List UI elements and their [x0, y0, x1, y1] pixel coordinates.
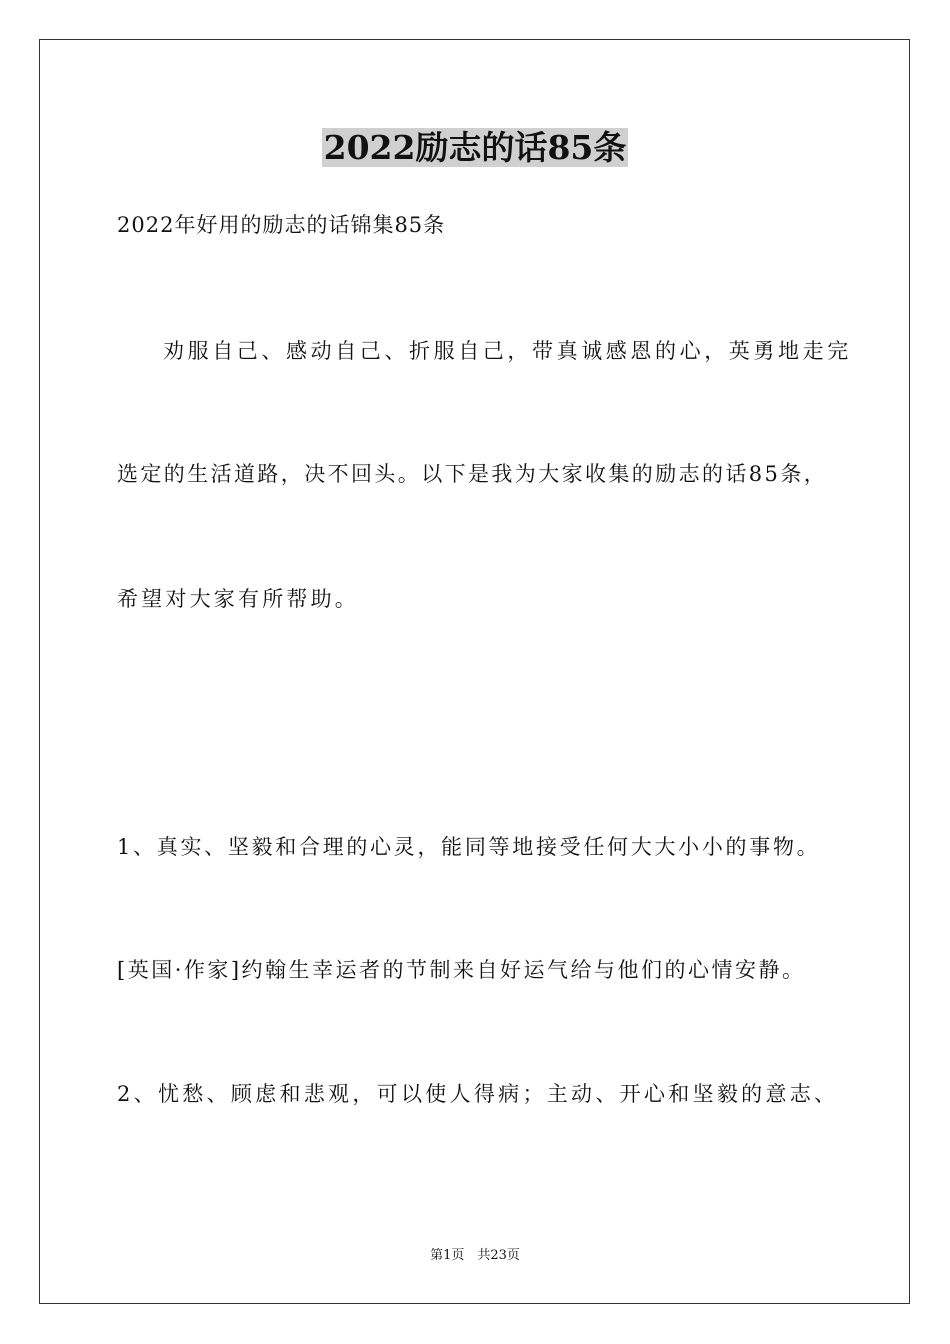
document-title — [0, 128, 950, 168]
document-title-text: 2022励志的话85条 — [323, 128, 627, 167]
quote-line: 1、真实、坚毅和合理的心灵，能同等地接受任何大大小小的事物。 — [117, 835, 821, 859]
page-number-footer: 第1页 共23页 — [430, 1248, 520, 1263]
quote-line: [英国·作家]约翰生幸运者的节制来自好运气给与他们的心情安静。 — [117, 958, 806, 982]
paragraph-line: 选定的生活道路，决不回头。以下是我为大家收集的励志的话85条， — [117, 462, 828, 486]
paragraph-line: 希望对大家有所帮助。 — [117, 587, 359, 611]
document-subtitle: 2022年好用的励志的话锦集85条 — [117, 213, 446, 237]
paragraph-line: 劝服自己、感动自己、折服自己，带真诚感恩的心，英勇地走完 — [163, 339, 852, 363]
quote-line: 2、忧愁、顾虑和悲观，可以使人得病；主动、开心和坚毅的意志、 — [117, 1082, 839, 1106]
